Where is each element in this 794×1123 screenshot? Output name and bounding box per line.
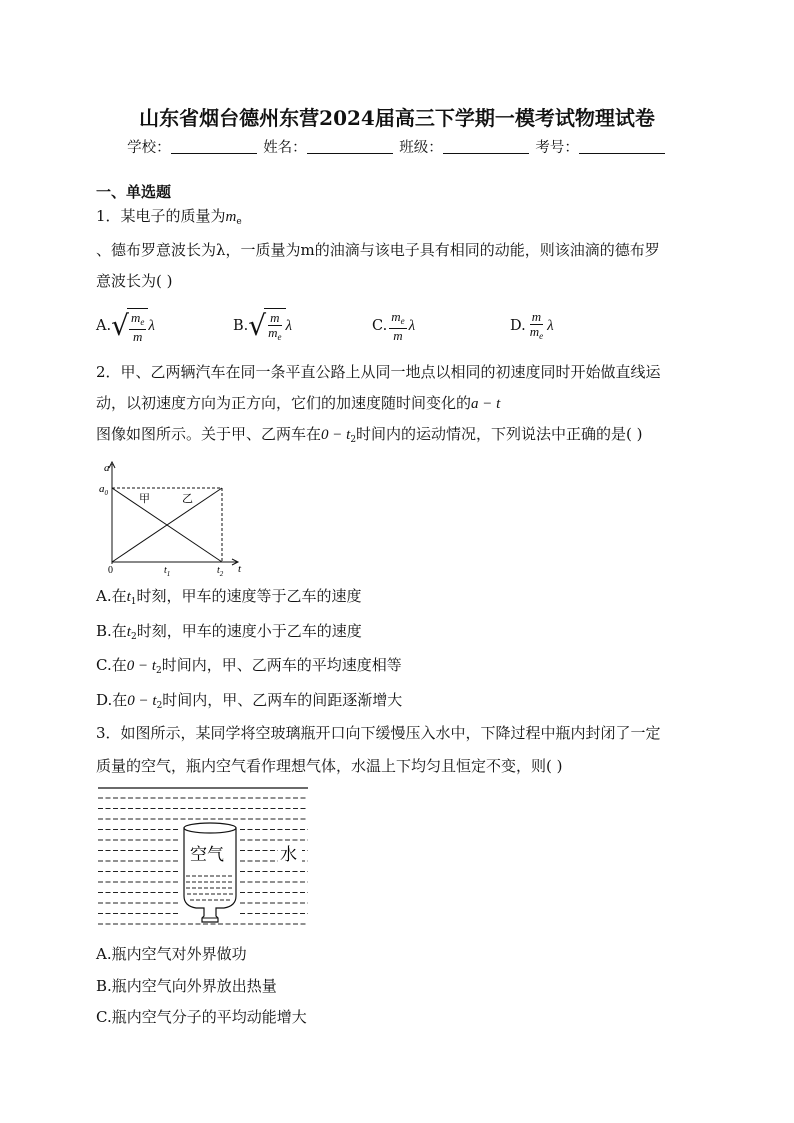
a-t-graph: [96, 458, 256, 576]
section-heading: 一、单选题: [96, 183, 172, 201]
number-label: 考号：: [535, 140, 579, 156]
y-axis-label: a: [104, 462, 110, 474]
q2-line-1: 2．甲、乙两辆汽车在同一条平直公路上从同一地点以相同的初速度同时开始做直线运: [96, 363, 661, 381]
bottle-in-water-figure: [96, 784, 312, 936]
q2-line-2: 动，以初速度方向为正方向，它们的加速度随时间变化的a − t: [96, 394, 501, 412]
bottle: [184, 823, 236, 922]
name-label: 姓名：: [263, 140, 307, 156]
t2-label: $t_2$: [217, 565, 224, 576]
school-label: 学校：: [127, 140, 171, 156]
q3-line-1: 3．如图所示，某同学将空玻璃瓶开口向下缓慢压入水中，下降过程中瓶内封闭了一定: [96, 724, 661, 742]
q1-option-b[interactable]: B. √ $\frac{m}{m_e}$ λ: [233, 309, 292, 342]
q1-option-c[interactable]: C. $\frac{m_e}{m}$ λ: [372, 308, 416, 343]
q1-line-3: 意波长为( ): [96, 272, 173, 290]
q1-option-d[interactable]: D. $\frac{m}{m_e}$ λ: [510, 308, 554, 341]
student-info-line: [0, 136, 794, 157]
q1-line-1: 1．某电子的质量为$m_e$: [96, 207, 242, 227]
page-title: 山东省烟台德州东营2024届高三下学期一模考试物理试卷: [139, 106, 655, 130]
number-blank[interactable]: [579, 139, 665, 154]
q2-line-3: 图像如图所示。关于甲、乙两车在$0 - t_2$时间内的运动情况，下列说法中正确的是( ): [96, 425, 643, 445]
origin-label: 0: [108, 565, 113, 576]
q1-option-a[interactable]: A. √ $\frac{m_e}{m}$ λ: [96, 309, 155, 344]
school-blank[interactable]: [171, 139, 257, 154]
air-label: 空气: [190, 845, 224, 865]
x-axis-label: t: [238, 563, 242, 575]
q2-option-a[interactable]: A.在$t_1$时刻，甲车的速度等于乙车的速度: [96, 587, 362, 607]
q3-option-c[interactable]: C.瓶内空气分子的平均动能增大: [96, 1008, 307, 1026]
q3-line-2: 质量的空气，瓶内空气看作理想气体，水温上下均匀且恒定不变，则( ): [96, 757, 563, 775]
yi-label: 乙: [182, 492, 193, 505]
q3-option-a[interactable]: A.瓶内空气对外界做功: [96, 945, 247, 963]
q3-option-b[interactable]: B.瓶内空气向外界放出热量: [96, 977, 277, 995]
t1-label: $t_1$: [164, 565, 171, 576]
water-label: 水: [280, 845, 297, 865]
name-blank[interactable]: [307, 139, 393, 154]
q2-option-b[interactable]: B.在$t_2$时刻，甲车的速度小于乙车的速度: [96, 622, 362, 642]
a0-label: $a_0$: [99, 483, 108, 497]
q1-line-2: 、德布罗意波长为λ，一质量为m的油滴与该电子具有相同的动能，则该油滴的德布罗: [96, 241, 660, 259]
class-blank[interactable]: [443, 139, 529, 154]
q2-option-d[interactable]: D.在$0 - t_2$时间内，甲、乙两车的间距逐渐增大: [96, 691, 403, 711]
class-label: 班级：: [399, 140, 443, 156]
q2-option-c[interactable]: C.在$0 - t_2$时间内，甲、乙两车的平均速度相等: [96, 656, 402, 676]
jia-label: 甲: [139, 492, 150, 505]
bottle-bottom: [184, 823, 236, 833]
